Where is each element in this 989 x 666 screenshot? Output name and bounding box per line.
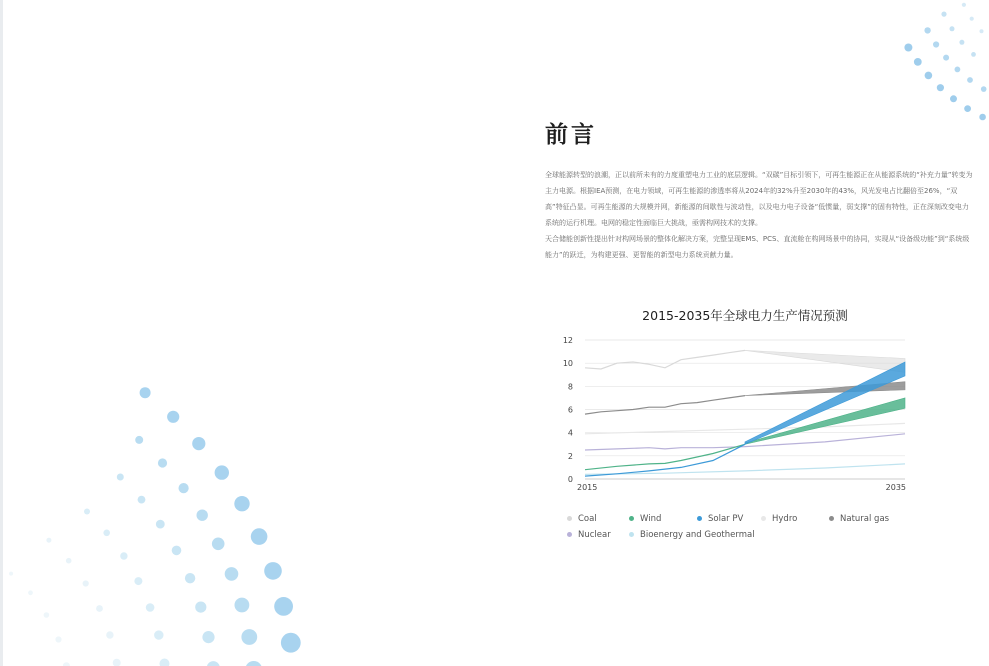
x-tick-label: 2035 [885, 483, 906, 492]
decorative-dot [134, 577, 142, 585]
legend-item-coal [567, 514, 597, 524]
decorative-dot [207, 661, 220, 666]
series-coal [585, 350, 905, 372]
legend-label: Wind [640, 514, 662, 524]
decorative-dot [138, 496, 146, 504]
decorative-dot [937, 84, 944, 91]
legend-label: Coal [578, 514, 597, 524]
decorative-dot [904, 44, 912, 52]
series-line-natural-gas [585, 396, 745, 415]
decorative-dot [63, 662, 70, 666]
decorative-dot [251, 528, 268, 545]
decorative-dot [66, 558, 72, 564]
y-tick-label: 0 [567, 475, 573, 484]
series-line-coal [585, 350, 745, 369]
y-tick-label: 4 [567, 428, 573, 438]
decorative-dot [46, 538, 51, 543]
legend-label: Natural gas [840, 514, 890, 524]
decorative-dot [140, 387, 151, 398]
power-production-chart [545, 330, 945, 500]
decorative-dot [234, 496, 249, 511]
series-hydro [585, 423, 905, 433]
decorative-dot [970, 17, 974, 21]
decorative-dot [179, 483, 189, 493]
legend-swatch [829, 516, 834, 521]
decorative-dot [28, 590, 33, 595]
decorative-dot [955, 67, 961, 73]
legend-label: Hydro [772, 514, 798, 524]
decorative-dot [967, 77, 973, 83]
decorative-dot [195, 602, 206, 613]
y-tick-label: 10 [562, 359, 573, 369]
decorative-dot [84, 509, 90, 515]
intro-paragraph: 全球能源转型的浪潮，正以前所未有的力度重塑电力工业的底层逻辑。“双碳”目标引领下，可再生能源正在从能源系统的“补充力量”转变为主力电源。根据IEA预测，在电力领域，可再生能源的渗透率将从2024年的32%升至2030年的43%，风光发电占比翻倍至26%，“双高”特征凸显。可再生能源的大规模并网，新能源的间歇性与波动性，以及电力电子设备“低惯量，弱支撑”的固有特性，正在深刻改变电力系统的运行机理。电网的稳定性面临巨大挑战，亟需构网技术的支撑。 [545, 171, 973, 227]
decorative-dot [192, 437, 205, 450]
decorative-dot [167, 411, 179, 423]
decorative-dot [202, 631, 214, 643]
legend-swatch [629, 532, 634, 537]
legend-swatch [629, 516, 634, 521]
decorative-dot [113, 659, 121, 666]
decorative-dot [924, 27, 930, 33]
legend-label: Bioenergy and Geothermal [640, 530, 755, 540]
x-tick-label: 2015 [577, 483, 598, 492]
decorative-dot [950, 95, 957, 102]
decorative-dot [160, 659, 170, 666]
projection-band-coal [745, 350, 905, 372]
decorative-dot [964, 105, 971, 112]
y-tick-label: 8 [567, 382, 573, 392]
decorative-dot [241, 629, 257, 645]
decorative-dot [9, 572, 13, 576]
legend-item-wind [629, 514, 661, 524]
legend-item-natural-gas [829, 514, 889, 524]
legend-swatch [567, 532, 572, 537]
legend-swatch [697, 516, 702, 521]
decorative-dot [120, 552, 127, 559]
decorative-dot [197, 510, 208, 521]
decorative-dot [971, 52, 976, 57]
legend-item-solar-pv [697, 514, 743, 524]
y-tick-label: 2 [567, 451, 573, 461]
legend-label: Nuclear [578, 530, 611, 540]
legend-item-nuclear [567, 530, 611, 540]
decorative-dot [962, 3, 966, 7]
legend-label: Solar PV [708, 514, 744, 524]
decorative-dot [103, 530, 110, 537]
page-edge [0, 0, 3, 666]
decorative-dot [245, 661, 262, 666]
decorative-dot [146, 603, 155, 612]
decorative-dot [55, 636, 61, 642]
decorative-dot [117, 474, 124, 481]
decorative-dot [959, 40, 964, 45]
decorative-dot [925, 72, 933, 80]
decorative-dot [172, 546, 182, 556]
decorative-dot [235, 598, 250, 613]
y-tick-label: 12 [562, 336, 573, 345]
decorative-dot [950, 26, 955, 31]
chart-title: 2015-2035年全球电力生产情况预测 [642, 308, 848, 323]
decorative-dot [274, 597, 293, 616]
decorative-dot [981, 86, 987, 92]
decorative-dot [281, 633, 301, 653]
decorative-dot [44, 612, 50, 618]
legend-swatch [567, 516, 572, 521]
series-line-hydro [585, 423, 905, 433]
legend-swatch [761, 516, 766, 521]
decorative-dot [106, 631, 113, 638]
decorative-dot [914, 58, 922, 66]
legend-item-bioenergy-and-geothermal [629, 530, 755, 540]
decorative-dot [96, 605, 103, 612]
intro-paragraph: 天合储能创新性提出针对构网场景的整体化解决方案，完整呈现EMS、PCS、直流舱在构网场景中的协同，实现从“设备级功能”到“系统级能力”的跃迁，为构建更强、更智能的新型电力系统贡献力量。 [545, 235, 970, 259]
decorative-dot [156, 520, 165, 529]
decorative-dot [154, 630, 163, 639]
decorative-dot [158, 458, 167, 467]
legend-item-hydro [761, 514, 797, 524]
decorative-dot [943, 55, 949, 61]
decorative-dot [979, 114, 986, 121]
y-tick-label: 6 [567, 405, 573, 415]
projection-band-solar-pv [745, 362, 905, 444]
decorative-dot [83, 580, 89, 586]
intro-text [545, 167, 973, 263]
decorative-dot [941, 12, 946, 17]
decorative-dot [980, 29, 984, 33]
decorative-dot [933, 41, 939, 47]
series-wind [585, 398, 905, 470]
decorative-dot [264, 562, 282, 580]
decorative-dot [185, 573, 195, 583]
decorative-dot [225, 567, 239, 581]
decorative-dot [212, 538, 225, 551]
page-title: 前言 [545, 122, 597, 148]
decorative-dot [135, 436, 143, 444]
decorative-dot [215, 465, 229, 479]
